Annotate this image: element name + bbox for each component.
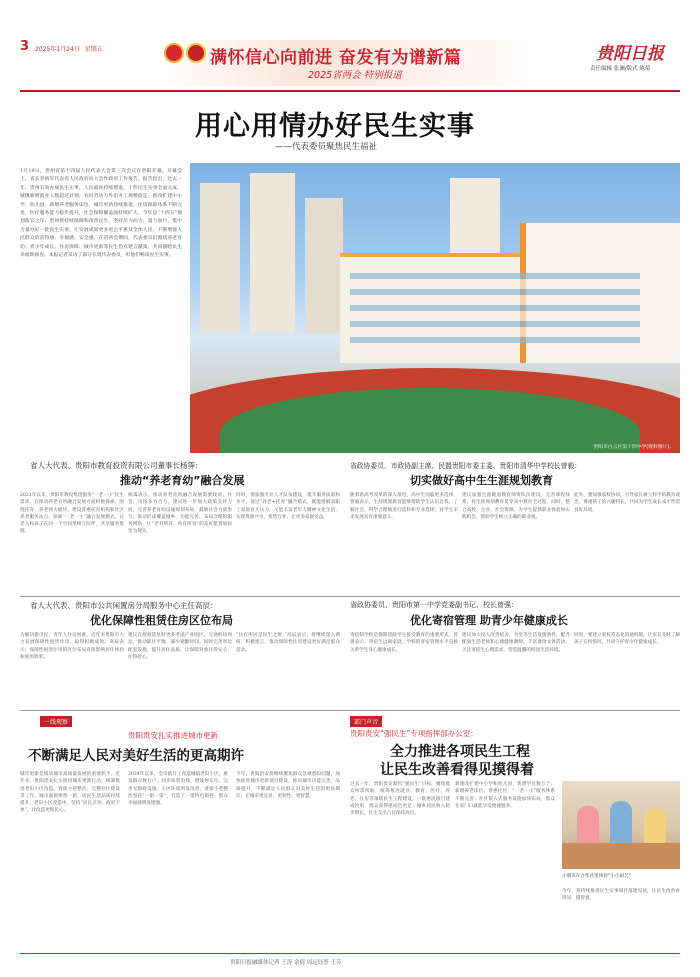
article-kicker: 省政协委员、市政协副主席、民盟贵阳市委主委、贵阳市清华中学校长曾毅： [350, 462, 582, 470]
article-body: 同时，要建立家校常态化沟通机制，让家长及时了解孩子在校情况，共同守护青少年健康成长。 [574, 633, 680, 646]
section-tag: 一线观察 [40, 716, 72, 727]
section-tag: 部门声音 [350, 716, 382, 727]
article-body: 今年，贵阳贵安将继续聚焦群众急难愁盼问题，加快推进城市更新项目建设，推动城市功能完善、品质提升，不断满足人民群众对美好生活的更高期许，让城市更宜居、更韧性、更智慧。 [236, 772, 340, 799]
article-3 [20, 600, 340, 710]
article-body: “住有所居是民生之要。”高辰表示，将继续深入调研，积极建言，推动保障性住房建设更好满足群众需求。 [236, 633, 340, 653]
photo-window-rows [350, 273, 640, 343]
article-body: 为解决新市民、青年人住房困难，近年来贵阳市大力发展保障性租赁住房，取得积极成效。高辰表示，保障性租赁住房的区位布局直接影响居住体验和使用效率。 [20, 633, 124, 660]
article-kicker: 省人大代表、贵阳市公共闲置房分局服务中心主任高辰： [30, 601, 218, 610]
article-kicker: 省政协委员、贵阳市第一中学党委副书记、校长曾强： [350, 601, 518, 609]
bottom-photo-kids-cooking [562, 781, 680, 869]
photo-table [562, 843, 680, 869]
party-emblem-icon [164, 43, 184, 63]
article-title: 优化保障性租赁住房区位布局 [90, 614, 233, 627]
article-title-line2: 让民生改善看得见摸得着 [380, 762, 534, 778]
article-body: 今年，将持续推进民生实事项目落地见效，让民生改善看得见、摸得着。 [562, 889, 680, 902]
article-body: 建议在规划选址时更多考虑产业园区、交通枢纽周边，推动职住平衡，减少通勤时间。同时完善周边配套设施，提升居住品质，让保障对象住得安心、住得舒心。 [128, 633, 232, 660]
masthead [0, 0, 700, 92]
article-body: 2024年以来，全市新开工改造城镇老旧小区，惠及群众数万户，同步加装电梯、增设停车位、完善无障碍设施，小区环境明显改善。背街小巷整治坚持“一街一策”，打造了一批特色街巷，群众幸福感明显增强。 [128, 772, 228, 807]
article-body: 过去一年，贵阳贵安紧扣“强民生”目标，聚焦群众所需所盼，统筹推进就业、教育、医疗、养老、住房等领域民生工程建设，一批惠民项目建成投用，群众获得感成色更足。城乡居民收入稳步增长，民生支出占比保持高位。 [350, 782, 450, 817]
newspaper-logo: 贵阳日报 [596, 44, 664, 64]
article-body: 此外，要加强家校协同，引导家长树立科学的教育观念，尊重孩子的兴趣特长，共同为学生成长成才营造良好环境。 [574, 493, 680, 513]
national-emblem-icon [186, 43, 206, 63]
article-kicker: 贵阳贵安扎实推进城市更新 [128, 731, 218, 740]
article-4 [350, 600, 680, 710]
article-kicker: 贵阳贵安“强民生”专项指挥部办公室： [350, 729, 478, 738]
slogan-title: 满怀信心向前进 奋发有为谱新篇 [210, 48, 462, 68]
footer-credit: 贵阳日报融媒体记者 王涛 余倩 周远钰荟 王芬 [230, 960, 342, 966]
slogan-banner [160, 40, 540, 86]
article-body: 杨霁表示，推动养老育幼融合发展需要政府、社会、市场多方合力。建议进一步加大政策支持力度，完善养老育幼设施规划布局，鼓励社会力量参与，推动形成覆盖城乡、功能完善、布局合理的服务网络，让“老有所养、幼有所育”的美好愿景加快变为现实。 [128, 493, 232, 535]
article-body: 2021年以来，贵阳市教投集团服务“一老一小”民生需求，在推动养老育幼融合发展方面积极探索。围绕托育、养老两大板块，建设普惠托育机构和社区养老服务站点，探索“一老一小”融合发展模式，让老人和孩子在同一个空间里相互陪伴，共享服务资源。 [20, 493, 124, 535]
footer-rule [20, 953, 680, 954]
divider [20, 596, 680, 597]
photo-tower [200, 183, 240, 333]
date-text: 2025年1月24日 [35, 46, 80, 53]
lead-subtitle: ——代表委员聚焦民生福祉 [275, 142, 378, 152]
weekday-text: 星期五 [84, 46, 103, 53]
article-body: 新建改扩建中小学和幼儿园，新增学位数万个；新增养老床位、普惠托位，“一老一小”服务体系不断完善；社区嵌入式服务设施加快布局，群众在家门口就能享受便捷服务。 [455, 782, 555, 809]
article-title: 切实做好高中生生涯规划教育 [410, 474, 553, 487]
article-2 [350, 460, 680, 595]
article-title: 优化寄宿管理 助青少年健康成长 [410, 614, 568, 627]
article-6 [350, 716, 680, 951]
lead-title: 用心用情办好民生实事 [195, 111, 475, 142]
article-title-line1: 全力推进各项民生工程 [390, 744, 530, 760]
article-title: 不断满足人民对美好生活的更高期许 [28, 748, 244, 764]
photo-tower [305, 198, 343, 333]
article-kicker: 省人大代表、贵阳市教育投资有限公司董事长杨霁： [30, 461, 203, 470]
photo-kid [610, 801, 632, 846]
sub-slogan: 2025省两会 特别报道 [308, 70, 402, 81]
bottom-photo-caption: 小朋友在合作社里体验“小小厨艺” [562, 874, 632, 879]
article-1 [20, 460, 340, 595]
article-body: 建议加大投入改善宿舍、食堂等生活设施条件，配齐配强生活老师和心理健康教师，丰富课余文体活动，关注寄宿生心理需求，营造温馨的校园生活环境。 [462, 633, 570, 653]
lead-intro-text: 1月19日，贵州省第十四届人民代表大会第三次会议在贵阳开幕。开幕会上，省长李炳军代表省人民政府向大会作政府工作报告。报告指出，过去一年，贵州有效办成民生实事，人民福祉持续增进。十件民生实事全面完成，城镇新增就业人数超过计划，农村劳动力外出务工规模稳定，新改扩建中小学、幼儿园，新增养老服务床位，城市更新持续推进，住房保障体系不断完善，医疗服务能力稳步提升，社会保障覆盖面持续扩大。今年是“十四五”规划收官之年，贵州将持续保障和改善民生，坚持尽力而为、量力而行，集中力量办好一批民生实事，让发展成果更多更公平惠及全体人民，不断增强人民群众的获得感、幸福感、安全感。在省两会期间，代表委员们围绕养老育幼、青少年成长、住房保障、城市更新等民生热点建言献策，共同描绘民生幸福新画卷。本报记者采访了部分在筑代表委员，听他们畅谈民生实事。 [20, 169, 182, 259]
page-number: 3 [20, 39, 30, 54]
header-rule [20, 90, 680, 92]
article-5 [20, 716, 340, 946]
photo-tower [250, 173, 295, 333]
photo-kid [577, 806, 599, 846]
article-body: 同时，要加强专业人才队伍建设，提升服务质量和水平。通过“养老+托育”融合模式，既能缓解双职工家庭育儿压力，又能丰富老年人精神文化生活，实现资源共享、优势互补，让更多家庭受益。 [236, 493, 340, 520]
issue-date [35, 44, 103, 53]
article-body: 随着新高考改革的深入推进，高中生面临更多选择。曾毅表示，生涯规划教育能够帮助学生认识自我、了解社会，科学合理地进行选科和专业选择，对学生未来发展具有重要意义。 [350, 493, 458, 520]
article-body: 城市更新是推动城市高质量发展的重要抓手。近年来，贵阳贵安扎实推进城市更新行动，统筹推进老旧小区改造、背街小巷整治、完整社区建设等工作，城市面貌焕然一新，居民生活品质持续提升。老旧小区改造中，坚持“居民点单、政府下单”，让改造更贴民心。 [20, 772, 120, 814]
article-body: 建议加强生涯规划教育师资队伍建设，完善课程体系，将生涯规划教育贯穿高中教育全过程。同时，整合高校、企业、社会资源，为学生提供职业体验和实践机会，帮助学生树立正确的职业观。 [462, 493, 570, 520]
divider [20, 710, 680, 711]
article-title: 推动“养老育幼”融合发展 [120, 474, 245, 487]
photo-kid [644, 809, 666, 847]
article-body: 寄宿制学校是保障适龄学生接受教育的重要形式。曾强表示，寄宿生远离家庭，学校的寄宿管理水平直接关系学生身心健康成长。 [350, 633, 458, 653]
lead-photo-school [190, 163, 680, 453]
editor-credit: 责任编辑 张澜/版式 陈菊 [590, 66, 651, 72]
photo-caption: 贵阳市白云区第十四中学(资料图片)。 [593, 445, 674, 450]
